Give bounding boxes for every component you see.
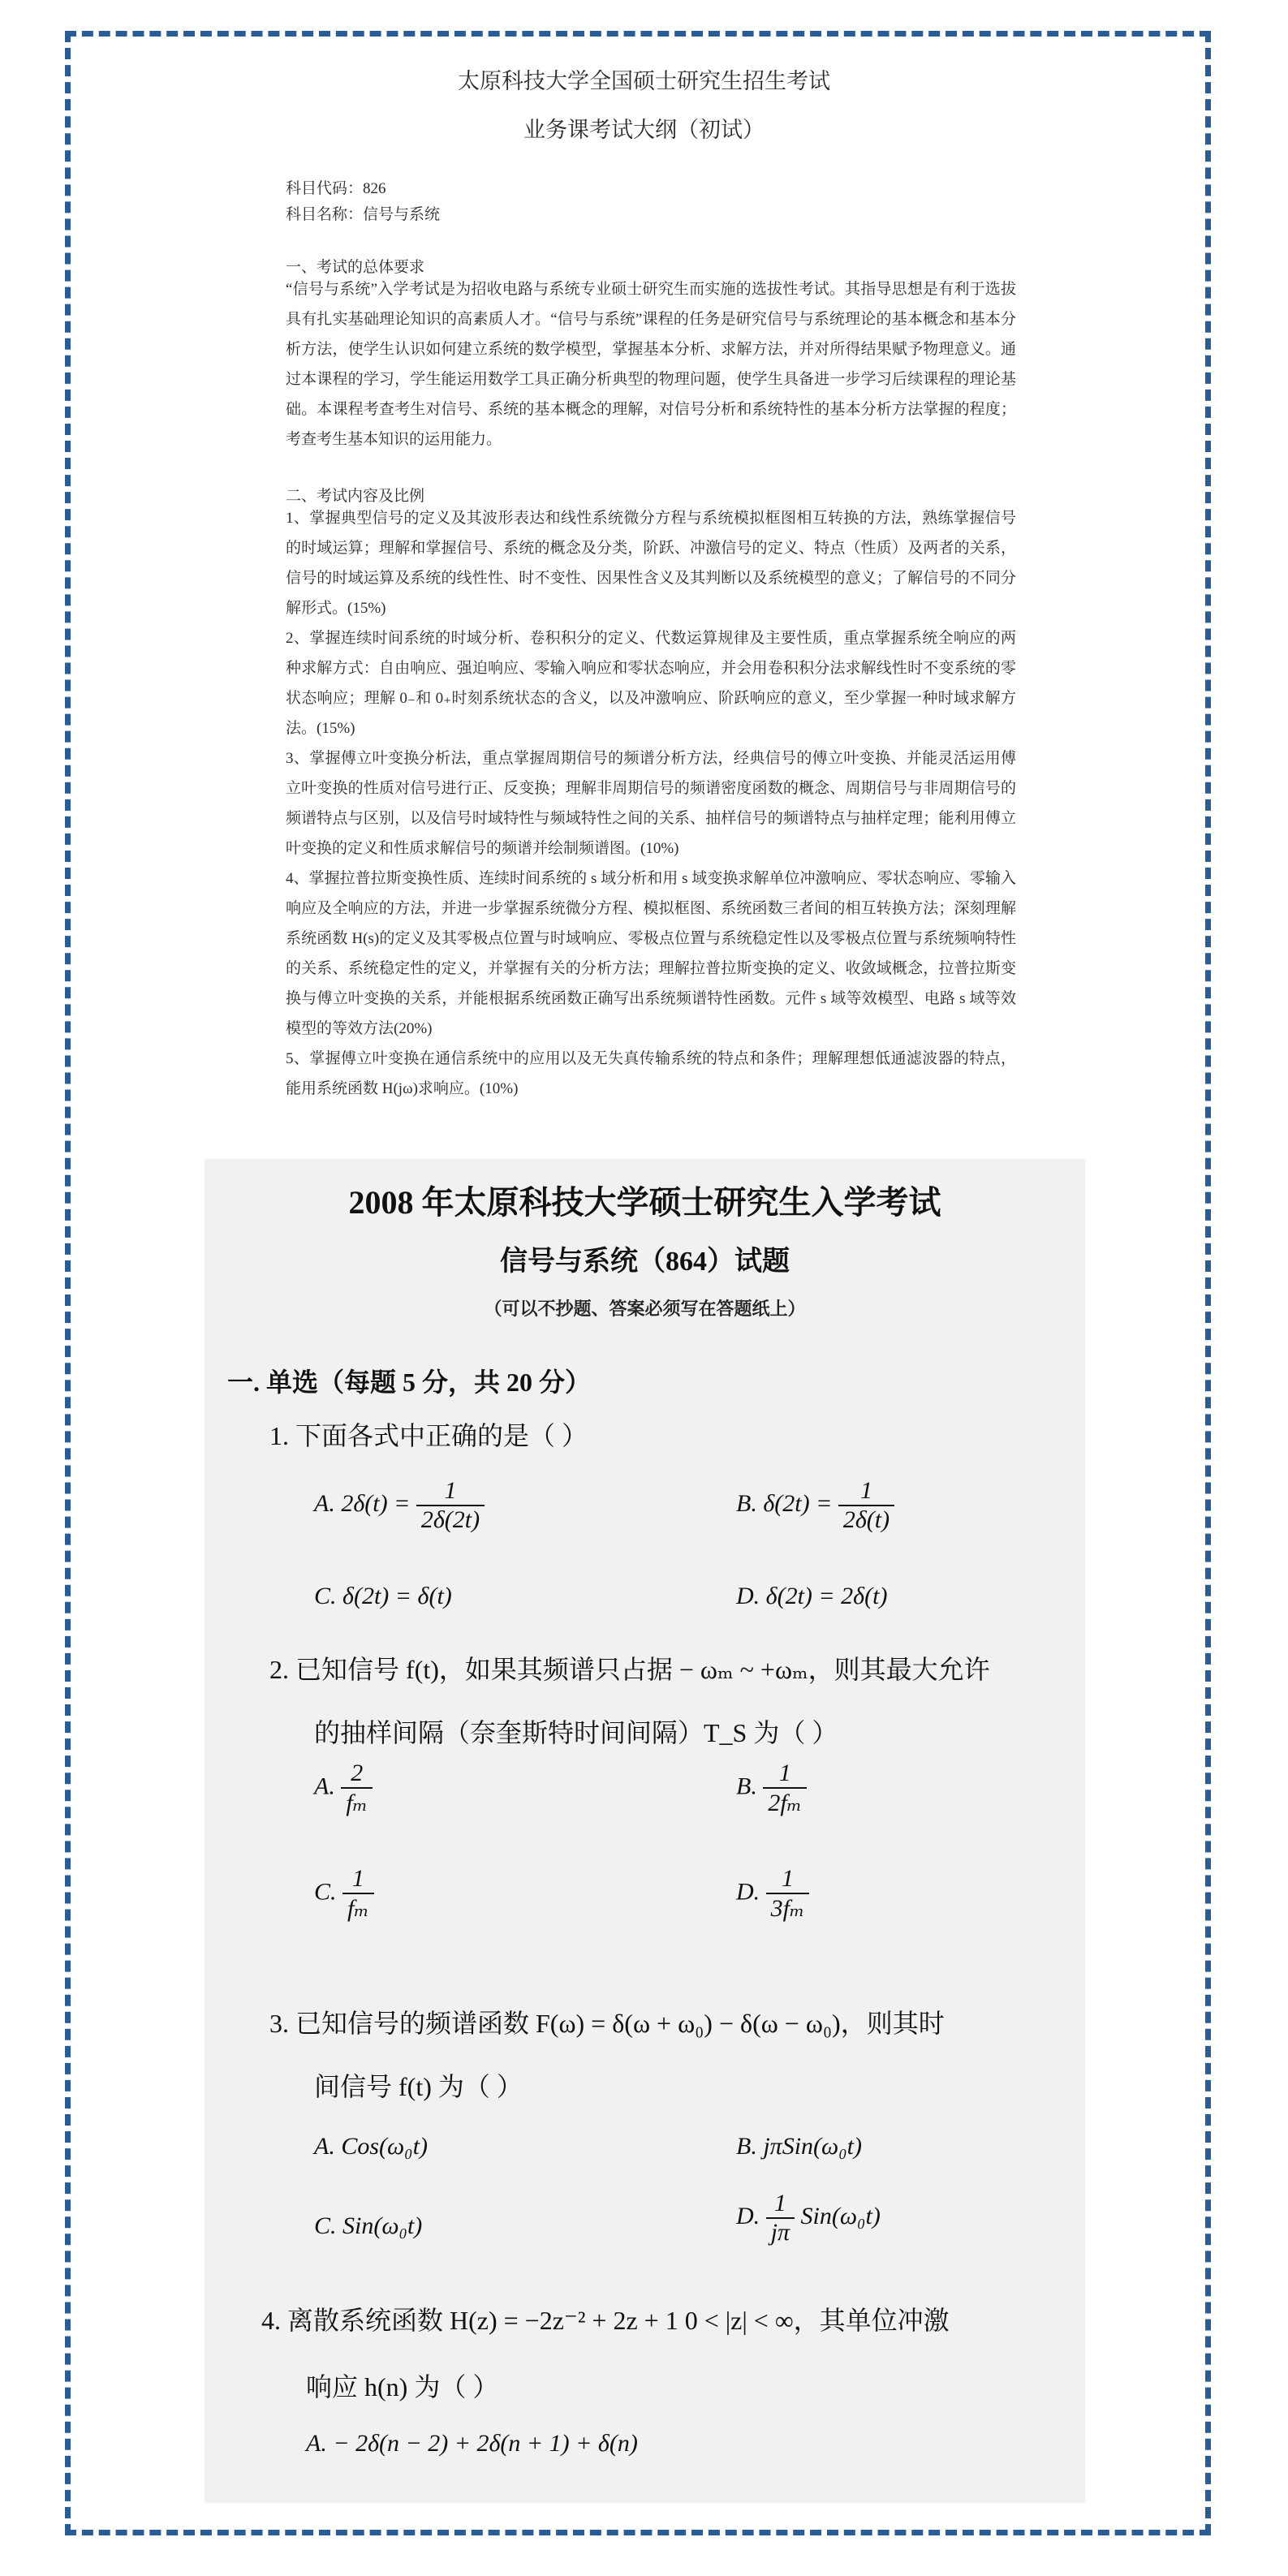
q2-option-d: D. $\frac{1}{\text{3fₘ}}$ [736, 1865, 809, 1923]
q2-option-a: A. $\frac{2}{\text{fₘ}}$ [314, 1760, 373, 1817]
question-3-stem-line1: 3. 已知信号的频谱函数 F(ω) = δ(ω + ω₀) − δ(ω − ω₀)，则其时 [269, 2009, 945, 2038]
q4-option-a: A. − 2δ(n − 2) + 2δ(n + 1) + δ(n) [306, 2430, 638, 2457]
exam-note: （可以不抄题、答案必须写在答题纸上） [484, 1299, 806, 1319]
content-item: 4、掌握拉普拉斯变换性质、连续时间系统的 s 域分析和用 s 域变换求解单位冲激响应、零状态响应、零输入响应及全响应的方法，并进一步掌握系统微分方程、模拟框图、系统函数三者间的相互转换方法；深刻理解系统函数 H(s)的定义及其零极点位置与时域响应、零极点位置与系统稳定性以及零极点位置与系统频响特性的关系、系统稳定性的定义，并掌握有关的分析方法；理解拉普拉斯变换的定义、收敛域概念，拉普拉斯变换与傅立叶变换的关系，并能根据系统函数正确写出系统频谱特性函数。元件 s 域等效模型、电路 s 域等效模型的等效方法(20%) [286, 870, 1016, 1037]
q1-option-b: B. δ(2t) = $\frac{1}{2\delta(t)}$ [736, 1477, 894, 1534]
q3-option-d: D. $\frac{1}{j\pi}$ Sin(ω₀t) [736, 2190, 881, 2246]
content-list [286, 503, 1016, 1104]
q3-option-c: C. Sin(ω₀t) [314, 2212, 423, 2239]
content-item: 2、掌握连续时间系统的时域分析、卷积积分的定义、代数运算规律及主要性质，重点掌握系统全响应的两种求解方式：自由响应、强迫响应、零输入响应和零状态响应，并会用卷积积分法求解线性时不变系统的零状态响应；理解 0₋和 0₊时刻系统状态的含义，以及冲激响应、阶跃响应的意义，至少掌握一种时域求解方法。(15%) [286, 630, 1016, 737]
requirements-text: “信号与系统”入学考试是为招收电路与系统专业硕士研究生而实施的选拔性考试。其指导思想是有利于选拔具有扎实基础理论知识的高素质人才。“信号与系统”课程的任务是研究信号与系统理论的基本概念和基本分析方法，使学生认识如何建立系统的数学模型，掌握基本分析、求解方法，并对所得结果赋予物理意义。通过本课程的学习，学生能运用数学工具正确分析典型的物理问题，使学生具备进一步学习后续课程的理论基础。本课程考查考生对信号、系统的基本概念的理解，对信号分析和系统特性的基本分析方法掌握的程度；考查考生基本知识的运用能力。 [286, 281, 1016, 448]
content-item: 3、掌握傅立叶变换分析法，重点掌握周期信号的频谱分析方法，经典信号的傅立叶变换、并能灵活运用傅立叶变换的性质对信号进行正、反变换；理解非周期信号的频谱密度函数的概念、周期信号与非周期信号的频谱特点与区别，以及信号时域特性与频域特性之间的关系、抽样信号的频谱特点与抽样定理；能利用傅立叶变换的定义和性质求解信号的频谱并绘制频谱图。(10%) [286, 750, 1016, 857]
section-heading-requirements: 一、考试的总体要求 [286, 259, 425, 276]
document-subtitle: 业务课考试大纲（初试） [523, 118, 765, 142]
question-2-stem-line1: 2. 已知信号 f(t)，如果其频谱只占据 − ωₘ ~ +ωₘ，则其最大允许 [269, 1655, 990, 1684]
question-3-stem-line2: 间信号 f(t) 为（ ） [314, 2072, 523, 2101]
subject-name: 科目名称：信号与系统 [286, 206, 441, 223]
q3-option-a: A. Cos(ω₀t) [314, 2133, 428, 2160]
document-title: 太原科技大学全国硕士研究生招生考试 [458, 69, 830, 93]
content-item: 1、掌握典型信号的定义及其波形表达和线性系统微分方程与系统模拟框图相互转换的方法，熟练掌握信号的时域运算；理解和掌握信号、系统的概念及分类，阶跃、冲激信号的定义、特点（性质）及两者的关系，信号的时域运算及系统的线性性、时不变性、因果性含义及其判断以及系统模型的意义；了解信号的不同分解形式。(15%) [286, 510, 1016, 617]
q1-option-c: C. δ(2t) = δ(t) [314, 1583, 452, 1609]
question-2-stem-line2: 的抽样间隔（奈奎斯特时间间隔）T_S 为（ ） [314, 1718, 838, 1747]
exam-title: 2008 年太原科技大学硕士研究生入学考试 [348, 1184, 941, 1221]
q3-option-b: B. jπSin(ω₀t) [736, 2133, 862, 2160]
question-4-stem-line2: 响应 h(n) 为（ ） [306, 2372, 499, 2402]
subject-code: 科目代码：826 [286, 180, 386, 197]
q1-option-a: A. 2δ(t) = $\frac{1}{2\delta(2t)}$ [314, 1477, 485, 1534]
question-1-stem: 1. 下面各式中正确的是（ ） [269, 1421, 588, 1450]
section-heading-content: 二、考试内容及比例 [286, 488, 425, 505]
exam-scan-image [205, 1159, 1085, 2503]
q2-option-b: B. $\frac{1}{\text{2fₘ}}$ [736, 1760, 807, 1817]
q2-option-c: C. $\frac{1}{\text{fₘ}}$ [314, 1865, 374, 1923]
content-item: 5、掌握傅立叶变换在通信系统中的应用以及无失真传输系统的特点和条件；理解理想低通滤波器的特点，能用系统函数 H(jω)求响应。(10%) [286, 1050, 1016, 1097]
exam-section-heading: 一. 单选（每题 5 分，共 20 分） [227, 1368, 592, 1397]
exam-subtitle: 信号与系统（864）试题 [500, 1247, 790, 1277]
requirements-paragraph [286, 274, 1016, 454]
question-4-stem-line1: 4. 离散系统函数 H(z) = −2z⁻² + 2z + 1 0 < |z| < ∞，其单位冲激 [261, 2306, 950, 2335]
q1-option-d: D. δ(2t) = 2δ(t) [736, 1583, 888, 1609]
